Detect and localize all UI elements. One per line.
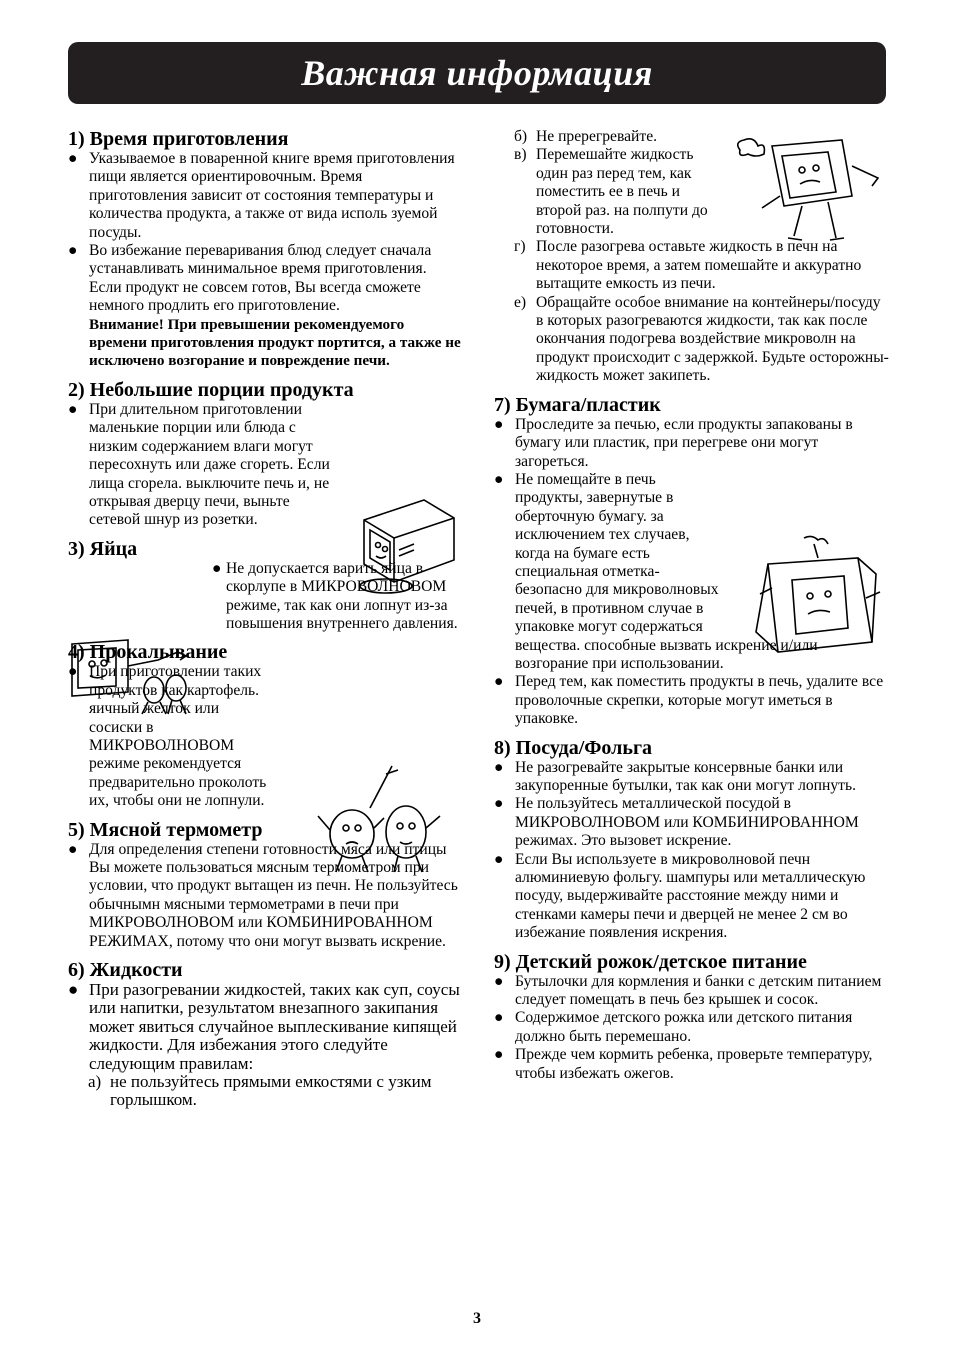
bullet-text: Перед тем, как поместить продукты в печь, удалите все проволочные скрепки, которые могут иметься в упаковке. [515, 673, 884, 728]
bullet-item [494, 851, 890, 943]
section-baby-food [494, 951, 890, 1083]
bullet-text: Не допускается варить яйца в скорлупе в МИКРОВОЛНОВОМ режиме, так как они лопнут из-за повышения внутреннего давления. [226, 559, 458, 632]
bullet-item [68, 150, 463, 242]
bullet-icon: ● [494, 758, 504, 776]
sub-item-e [514, 294, 890, 386]
section-heading: 8) Посуда/Фольга [494, 736, 653, 759]
bullet-icon: ● [494, 1009, 504, 1027]
sub-text: Не пререгревайте. [536, 128, 658, 145]
bullet-icon: ● [494, 795, 504, 813]
page-number: 3 [473, 1310, 481, 1327]
section-heading: 4) Прокалывание [68, 641, 228, 664]
bullet-icon: ● [68, 400, 78, 418]
wrapped-microwave-illustration [748, 534, 884, 660]
bullet-icon: ● [68, 980, 79, 1000]
bullet-text: При длительном приготовлении маленькие порции или блюда с низким содержанием влаги могут пересохнуть или даже сгореть. Если лища сгорела. выключите печь и, не открывая дверцу печи, выньте сетевой шнур из розетки. [89, 400, 330, 529]
bullet-item [494, 673, 890, 728]
bullet-text: Указываемое в поваренной книге время приготовления пищи является ориентировочным. Время приготовления зависит от состояния температуры и количества продукта, а также от вида исполь зуемой посуды. [89, 150, 455, 241]
bullet-text: При разогревании жидкостей, таких как суп, соусы или напитки, результатом внезапного закипания может явиться случайное выплескивание кипящей жидкости. Для избежания этого следуйте следующим правилам: [89, 980, 460, 1073]
bullet-item [68, 981, 463, 1073]
bullet-text-content: Не помещайте в печь продукты, завернутые в оберточную бумагу. за исключением тех случаев, когда на бумаге есть специальная отметка- безопасно для микроволновых печей, в противном случае в упаковке могут содержаться вещества. способные вызвать искрение и/или возгорание при использовании. [515, 470, 818, 672]
section-heading: 7) Бумага/пластик [494, 393, 661, 416]
bullet-text: Прежде чем кормить ребенка, проверьте температуру, чтобы избежать ожегов. [515, 1046, 873, 1082]
bullet-item [68, 401, 338, 530]
sub-letter: а) [88, 1072, 102, 1092]
bullet-text: Если Вы используете в микроволновой печн алюминиевую фольгу. шампуры или металлическую посуду, выдерживайте расстояние между ними и стенками камеры печи и дверцей не менее 2 см во избежание появления искрения. [515, 850, 866, 942]
sub-text: Перемешайте жидкость один раз перед тем, как поместить ее в печь и второй раз. на полпути до готовности. [536, 146, 708, 238]
bullet-item [494, 973, 890, 1010]
section-cooking-time [68, 128, 463, 371]
boiling-liquid-illustration [732, 136, 888, 248]
bullet-icon: ● [68, 150, 78, 167]
bullet-icon: ● [494, 1046, 504, 1064]
section-dishes-foil [494, 737, 890, 943]
bullet-item [494, 1046, 890, 1083]
sub-letter: е) [514, 293, 527, 311]
bullet-item [494, 416, 890, 471]
microwave-plate-illustration [354, 490, 464, 600]
section-heading: 9) Детский рожок/детское питание [494, 950, 807, 973]
bullet-item [494, 795, 890, 850]
section-heading: 6) Жидкости [68, 959, 183, 982]
bullet-item [494, 1009, 890, 1046]
section-heading: 3) Яйца [68, 537, 138, 560]
bullet-text: Проследите за печью, если продукты запакованы в бумагу или пластик, при перегреве они могут загореться. [515, 415, 853, 470]
sub-item-a [88, 1073, 463, 1110]
bullet-icon: ● [212, 559, 222, 577]
sub-text: Обращайте особое внимание на контейнеры/посуду в которых разогреваются жидкости, так как после окончания подогрева воздействие микроволн на продукт происходит с задержкой. Будьте осторожны-жидкость может закипеть. [536, 293, 889, 385]
bullet-icon: ● [494, 470, 504, 488]
sub-text: После разогрева оставьте жидкость в печн на некоторое время, а затем помешайте и аккуратно вытащите емкость из печи. [536, 238, 862, 293]
bullet-icon: ● [68, 242, 78, 260]
bullet-icon: ● [494, 673, 504, 691]
sub-letter: в) [514, 146, 527, 164]
microwave-eggs-illustration [68, 630, 194, 718]
page-title: Важная информация [301, 53, 653, 93]
bullet-text: Во избежание переваривания блюд следует сначала устанавливать минимальное время приготовления. Если продукт не совсем готов, Вы всегда сможете немного продлить его приготовление. [89, 242, 432, 315]
bullet-item [494, 759, 890, 796]
section-heading: 2) Небольшие порции продукта [68, 378, 354, 401]
section-liquids [68, 959, 463, 1110]
bullet-text: Не пользуйтесь металлической посудой в МИКРОВОЛНОВОМ или КОМБИНИРОВАННОМ режимах. Это вызовет искрение. [515, 795, 859, 850]
sub-letter: б) [514, 128, 528, 145]
bullet-icon: ● [494, 850, 504, 868]
bullet-text-content: При приготовлении таких продуктов как картофель. яичный желток или сосиски в МИКРОВОЛНОВОМ режиме рекомендуется предварительно проколоть их, чтобы они не лопнули. [89, 663, 267, 810]
bullet-item [68, 242, 463, 316]
bullet-text: Содержимое детского рожка или детского питания должно быть перемешано. [515, 1009, 853, 1045]
piercing-potatoes-illustration [312, 760, 452, 882]
warning-text: Внимание! При превышении рекомендуемого времени приготовления продукт портится, а также не исключено возгорание и повреждение печи. [89, 315, 461, 370]
bullet-icon: ● [494, 972, 504, 990]
bullet-text: Для определения степени готовности мяса или птицы Вы можете пользоваться мясным термометром при условии, что продукт вытащен из печн. Не пользуйтесь обычнымн мясными термометрами в печи при МИКРОВОЛНОВОМ или КОМБИНИРОВАННОМ РЕЖИМАХ, потому что они могут вызвать искрение. [89, 840, 458, 950]
section-heading: 1) Время приготовления [68, 128, 289, 150]
bullet-text: Не разогревайте закрытые консервные банки или закупоренные бутылки, так как они могут лопнуть. [515, 758, 856, 794]
sub-item-v [514, 146, 724, 238]
bullet-text: Бутылочки для кормления и банки с детским питанием следует помещать в печь без крышек и сосок. [515, 972, 882, 1009]
bullet-icon: ● [68, 663, 78, 681]
left-column [68, 128, 463, 1118]
sub-letter: г) [514, 238, 526, 256]
section-heading: 5) Мясной термометр [68, 818, 263, 841]
title-banner [68, 42, 886, 104]
bullet-icon: ● [494, 415, 504, 433]
sub-text: не пользуйтесь прямыми емкостями с узким горлышком. [110, 1072, 432, 1110]
bullet-icon: ● [68, 840, 78, 858]
